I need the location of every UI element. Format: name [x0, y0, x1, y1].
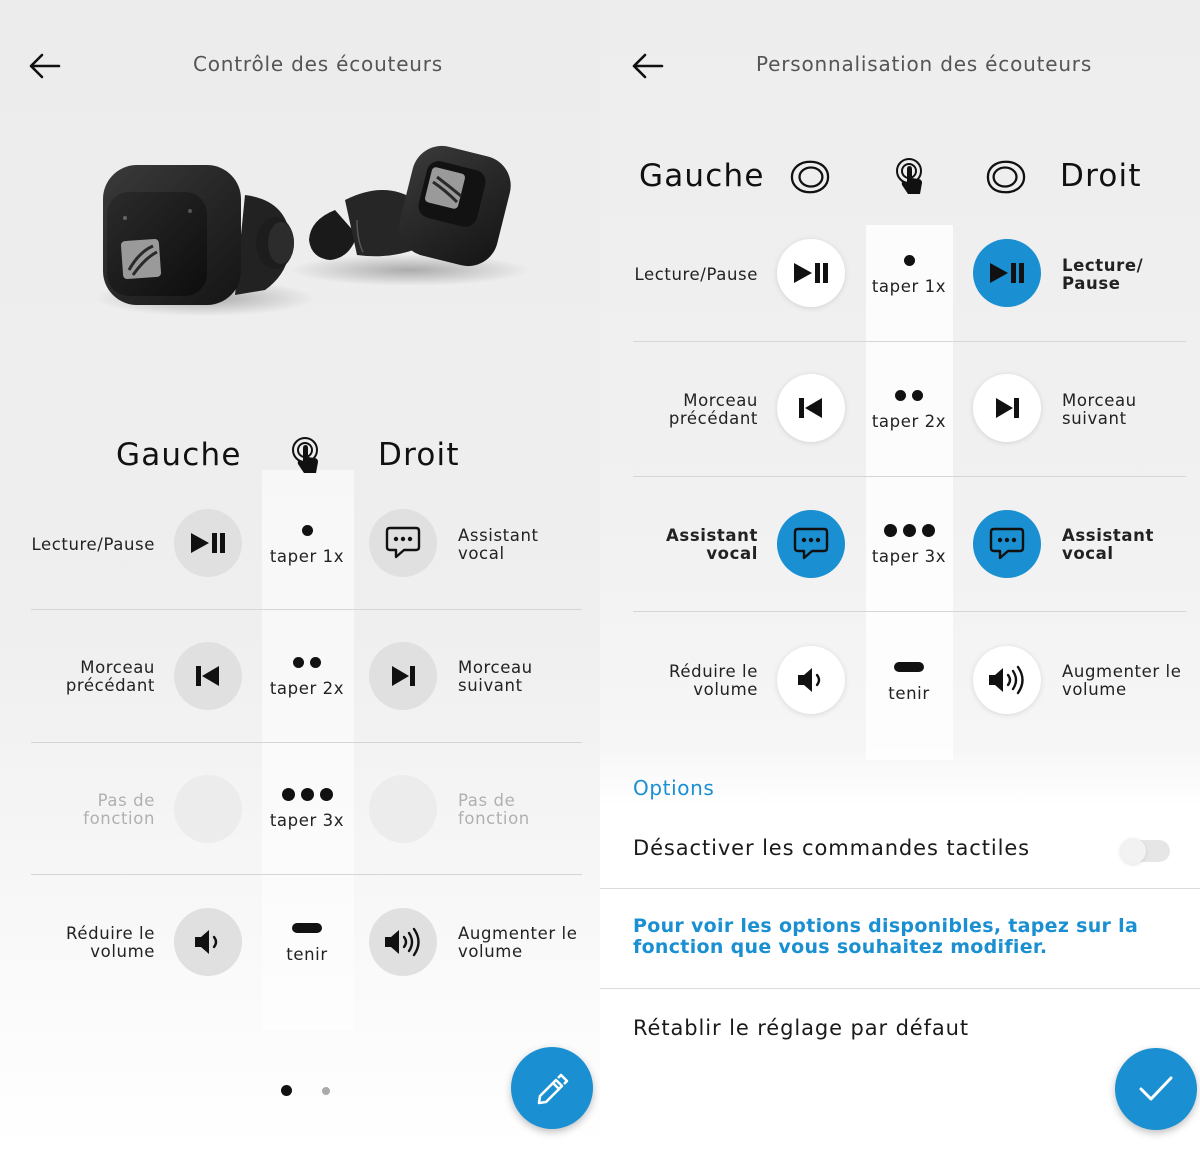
page-dot[interactable]	[322, 1087, 330, 1095]
divider	[31, 874, 582, 875]
label-line: suivant	[1062, 409, 1127, 428]
volume-down-icon	[193, 928, 223, 956]
left-action-label: Lecture/Pause	[31, 535, 155, 554]
disable-touch-toggle[interactable]	[1120, 840, 1170, 862]
label-line: Morceau	[80, 658, 155, 677]
left-action-label	[31, 792, 155, 828]
right-play-pause-button[interactable]	[973, 239, 1041, 307]
label-line: Morceau	[458, 658, 533, 677]
label-line: Réduire le	[669, 662, 758, 681]
label-line: Assistant	[666, 526, 758, 545]
edit-button[interactable]	[511, 1047, 593, 1129]
toggle-knob	[1120, 838, 1146, 864]
right-action-label	[1062, 257, 1143, 293]
right-no-function-button[interactable]	[369, 775, 437, 843]
voice-assistant-icon	[384, 524, 422, 562]
play-pause-icon	[988, 262, 1026, 284]
left-earbud-icon	[790, 157, 830, 197]
right-voice-assistant-button[interactable]	[369, 509, 437, 577]
label-line: vocal	[1062, 544, 1114, 563]
next-track-icon	[390, 665, 416, 687]
gesture-hold	[864, 660, 954, 703]
label-line: volume	[1062, 680, 1127, 699]
right-earbud-icon	[986, 157, 1026, 197]
back-button[interactable]	[24, 46, 64, 86]
arrow-left-icon	[630, 52, 664, 80]
right-voice-assistant-button[interactable]	[973, 510, 1041, 578]
gesture-tap-3x	[262, 787, 352, 830]
pencil-icon	[534, 1070, 570, 1106]
divider	[31, 609, 582, 610]
label-line: précédant	[65, 676, 155, 695]
right-action-label	[458, 925, 578, 961]
label-line: Réduire le	[66, 924, 155, 943]
label-line: Augmenter le	[458, 924, 578, 943]
gesture-label: taper 2x	[871, 412, 947, 431]
divider	[600, 988, 1200, 989]
right-action-label	[458, 792, 530, 828]
label-line: Assistant	[458, 526, 539, 545]
label-line: Augmenter le	[1062, 662, 1182, 681]
volume-up-icon	[987, 665, 1027, 695]
gesture-label: taper 3x	[871, 547, 947, 566]
page-dot-active[interactable]	[281, 1085, 292, 1096]
label-line: Morceau	[683, 391, 758, 410]
disable-touch-label: Désactiver les commandes tactiles	[633, 836, 1031, 860]
page-title: Contrôle des écouteurs	[193, 52, 444, 76]
options-heading: Options	[633, 776, 715, 800]
divider	[600, 888, 1200, 889]
gesture-tap-2x	[262, 655, 352, 698]
label-line: Pause	[1062, 274, 1121, 293]
gesture-label: taper 2x	[269, 679, 345, 698]
label-line: fonction	[83, 809, 155, 828]
play-pause-icon	[189, 532, 227, 554]
play-pause-icon	[792, 262, 830, 284]
gesture-label: taper 1x	[871, 277, 947, 296]
touch-gesture-icon	[286, 436, 326, 476]
left-no-function-button[interactable]	[174, 775, 242, 843]
touch-gesture-icon	[890, 157, 930, 197]
right-action-label	[1062, 392, 1137, 428]
divider	[31, 742, 582, 743]
hint-text: Pour voir les options disponibles, tapez sur la fonction que vous souhaitez modifier.	[633, 915, 1139, 958]
previous-track-icon	[195, 665, 221, 687]
label-line: vocal	[458, 544, 505, 563]
right-volume-up-button[interactable]	[369, 908, 437, 976]
left-action-label	[630, 663, 758, 699]
next-track-icon	[994, 397, 1020, 419]
label-line: Assistant	[1062, 526, 1154, 545]
gesture-label: tenir	[286, 945, 328, 964]
divider	[633, 341, 1186, 342]
label-line: Lecture/	[1062, 256, 1144, 275]
volume-down-icon	[796, 666, 826, 694]
right-action-label	[458, 659, 533, 695]
page-title: Personnalisation des écouteurs	[756, 52, 1093, 76]
left-volume-down-button[interactable]	[174, 908, 242, 976]
label-line: suivant	[458, 676, 523, 695]
left-action-label	[630, 527, 758, 563]
gesture-hold	[262, 921, 352, 964]
left-previous-track-button[interactable]	[174, 642, 242, 710]
earbuds-image	[95, 140, 535, 330]
left-action-label	[630, 392, 758, 428]
right-next-track-button[interactable]	[369, 642, 437, 710]
check-icon	[1138, 1074, 1174, 1104]
voice-assistant-icon	[988, 525, 1026, 563]
gesture-tap-1x	[262, 523, 352, 566]
divider	[633, 611, 1186, 612]
label-line: Morceau	[1062, 391, 1137, 410]
volume-up-icon	[383, 927, 423, 957]
right-action-label	[1062, 663, 1182, 699]
left-previous-track-button[interactable]	[777, 374, 845, 442]
previous-track-icon	[798, 397, 824, 419]
arrow-left-icon	[27, 52, 61, 80]
label-line: Pas de	[458, 791, 516, 810]
gesture-tap-1x	[864, 253, 954, 296]
left-play-pause-button[interactable]	[174, 509, 242, 577]
gesture-tap-3x	[864, 523, 954, 566]
back-button[interactable]	[627, 46, 667, 86]
label-line: volume	[90, 942, 155, 961]
left-earbud-header: Gauche	[116, 437, 242, 473]
earbud-customization-screen	[600, 0, 1200, 1150]
right-earbud-header: Droit	[1060, 158, 1142, 194]
left-play-pause-button[interactable]	[777, 239, 845, 307]
voice-assistant-icon	[792, 525, 830, 563]
right-next-track-button[interactable]	[973, 374, 1041, 442]
left-volume-down-button[interactable]	[777, 646, 845, 714]
divider	[633, 476, 1186, 477]
reset-defaults-button[interactable]: Rétablir le réglage par défaut	[633, 1016, 970, 1040]
left-action-label: Lecture/Pause	[634, 265, 758, 284]
gesture-label: taper 3x	[269, 811, 345, 830]
label-line: fonction	[458, 809, 530, 828]
label-line: vocal	[706, 544, 758, 563]
confirm-button[interactable]	[1115, 1048, 1197, 1130]
right-volume-up-button[interactable]	[973, 646, 1041, 714]
left-action-label	[31, 659, 155, 695]
gesture-label: taper 1x	[269, 547, 345, 566]
right-earbud-header: Droit	[378, 437, 460, 473]
left-earbud-header: Gauche	[639, 158, 765, 194]
left-action-label	[31, 925, 155, 961]
label-line: Pas de	[97, 791, 155, 810]
page-indicator[interactable]	[281, 1085, 330, 1096]
label-line: précédant	[668, 409, 758, 428]
left-voice-assistant-button[interactable]	[777, 510, 845, 578]
gesture-label: tenir	[888, 684, 930, 703]
right-action-label	[458, 527, 539, 563]
label-line: volume	[693, 680, 758, 699]
label-line: volume	[458, 942, 523, 961]
gesture-tap-2x	[864, 388, 954, 431]
right-action-label	[1062, 527, 1154, 563]
